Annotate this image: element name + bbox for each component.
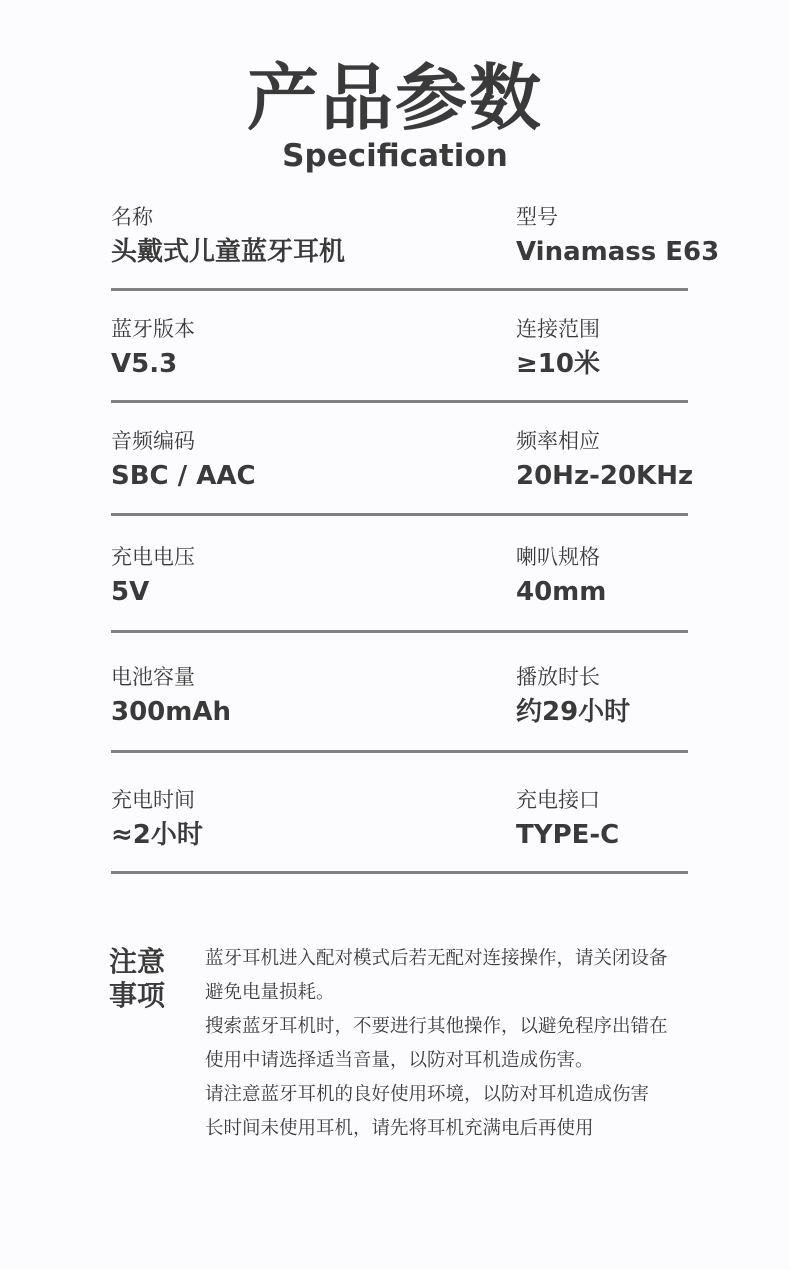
spec-label: 喇叭规格	[516, 545, 600, 569]
spec-value: 5V	[111, 577, 150, 607]
page-header	[0, 58, 790, 174]
notice-heading	[109, 945, 179, 1013]
spec-value: 头戴式儿童蓝牙耳机	[111, 237, 346, 267]
spec-item-model	[516, 204, 719, 268]
spec-item-charge-voltage	[111, 544, 195, 608]
notice-heading-line: 注意	[109, 945, 166, 978]
spec-value: 约29小时	[516, 697, 631, 727]
spec-label: 名称	[111, 205, 153, 229]
spec-value: 40mm	[516, 577, 607, 607]
spec-value: ≥10米	[516, 349, 600, 379]
spec-value: ≈2小时	[111, 820, 203, 850]
spec-value: TYPE-C	[516, 820, 620, 850]
spec-item-name	[111, 204, 345, 268]
spec-label: 充电时间	[111, 788, 195, 812]
spec-row	[111, 316, 688, 403]
spec-item-charge-time	[111, 787, 203, 851]
spec-label: 音频编码	[111, 429, 195, 453]
spec-value: 300mAh	[111, 697, 231, 727]
notice-line: 使用中请选择适当音量，以防对耳机造成伤害。	[205, 1050, 594, 1071]
spec-row	[111, 544, 688, 633]
notice-line: 长时间未使用耳机，请先将耳机充满电后再使用	[205, 1118, 594, 1139]
spec-row	[111, 204, 720, 291]
spec-row	[111, 787, 688, 874]
notice-line: 搜索蓝牙耳机时，不要进行其他操作，以避免程序出错在	[205, 1016, 668, 1037]
spec-row	[111, 428, 694, 516]
spec-item-charge-port	[516, 787, 619, 851]
notice-line: 请注意蓝牙耳机的良好使用环境，以防对耳机造成伤害	[205, 1084, 650, 1105]
spec-value: Vinamass E63	[516, 237, 720, 267]
spec-label: 充电电压	[111, 545, 195, 569]
spec-item-playtime	[516, 664, 630, 728]
spec-table	[111, 204, 720, 874]
spec-row	[111, 664, 688, 753]
notice-line: 避免电量损耗。	[205, 982, 335, 1003]
spec-label: 蓝牙版本	[111, 317, 195, 341]
spec-value: V5.3	[111, 349, 178, 379]
spec-label: 充电接口	[516, 788, 600, 812]
notice-body	[205, 942, 699, 1146]
spec-label: 连接范围	[516, 317, 600, 341]
spec-value: SBC / AAC	[111, 461, 256, 491]
spec-label: 电池容量	[111, 665, 195, 689]
spec-item-bluetooth-version	[111, 316, 195, 380]
spec-label: 型号	[516, 205, 558, 229]
spec-item-battery	[111, 664, 231, 728]
spec-item-frequency	[516, 428, 693, 492]
spec-item-speaker	[516, 544, 606, 608]
spec-item-codec	[111, 428, 256, 492]
spec-label: 频率相应	[516, 429, 600, 453]
spec-item-range	[516, 316, 600, 380]
spec-label: 播放时长	[516, 665, 600, 689]
spec-value: 20Hz-20KHz	[516, 461, 694, 491]
notice-line: 蓝牙耳机进入配对模式后若无配对连接操作，请关闭设备	[205, 948, 668, 969]
notice-heading-line: 事项	[109, 979, 166, 1012]
page-subtitle: Specification	[282, 138, 508, 174]
page-title: 产品参数	[246, 56, 543, 140]
